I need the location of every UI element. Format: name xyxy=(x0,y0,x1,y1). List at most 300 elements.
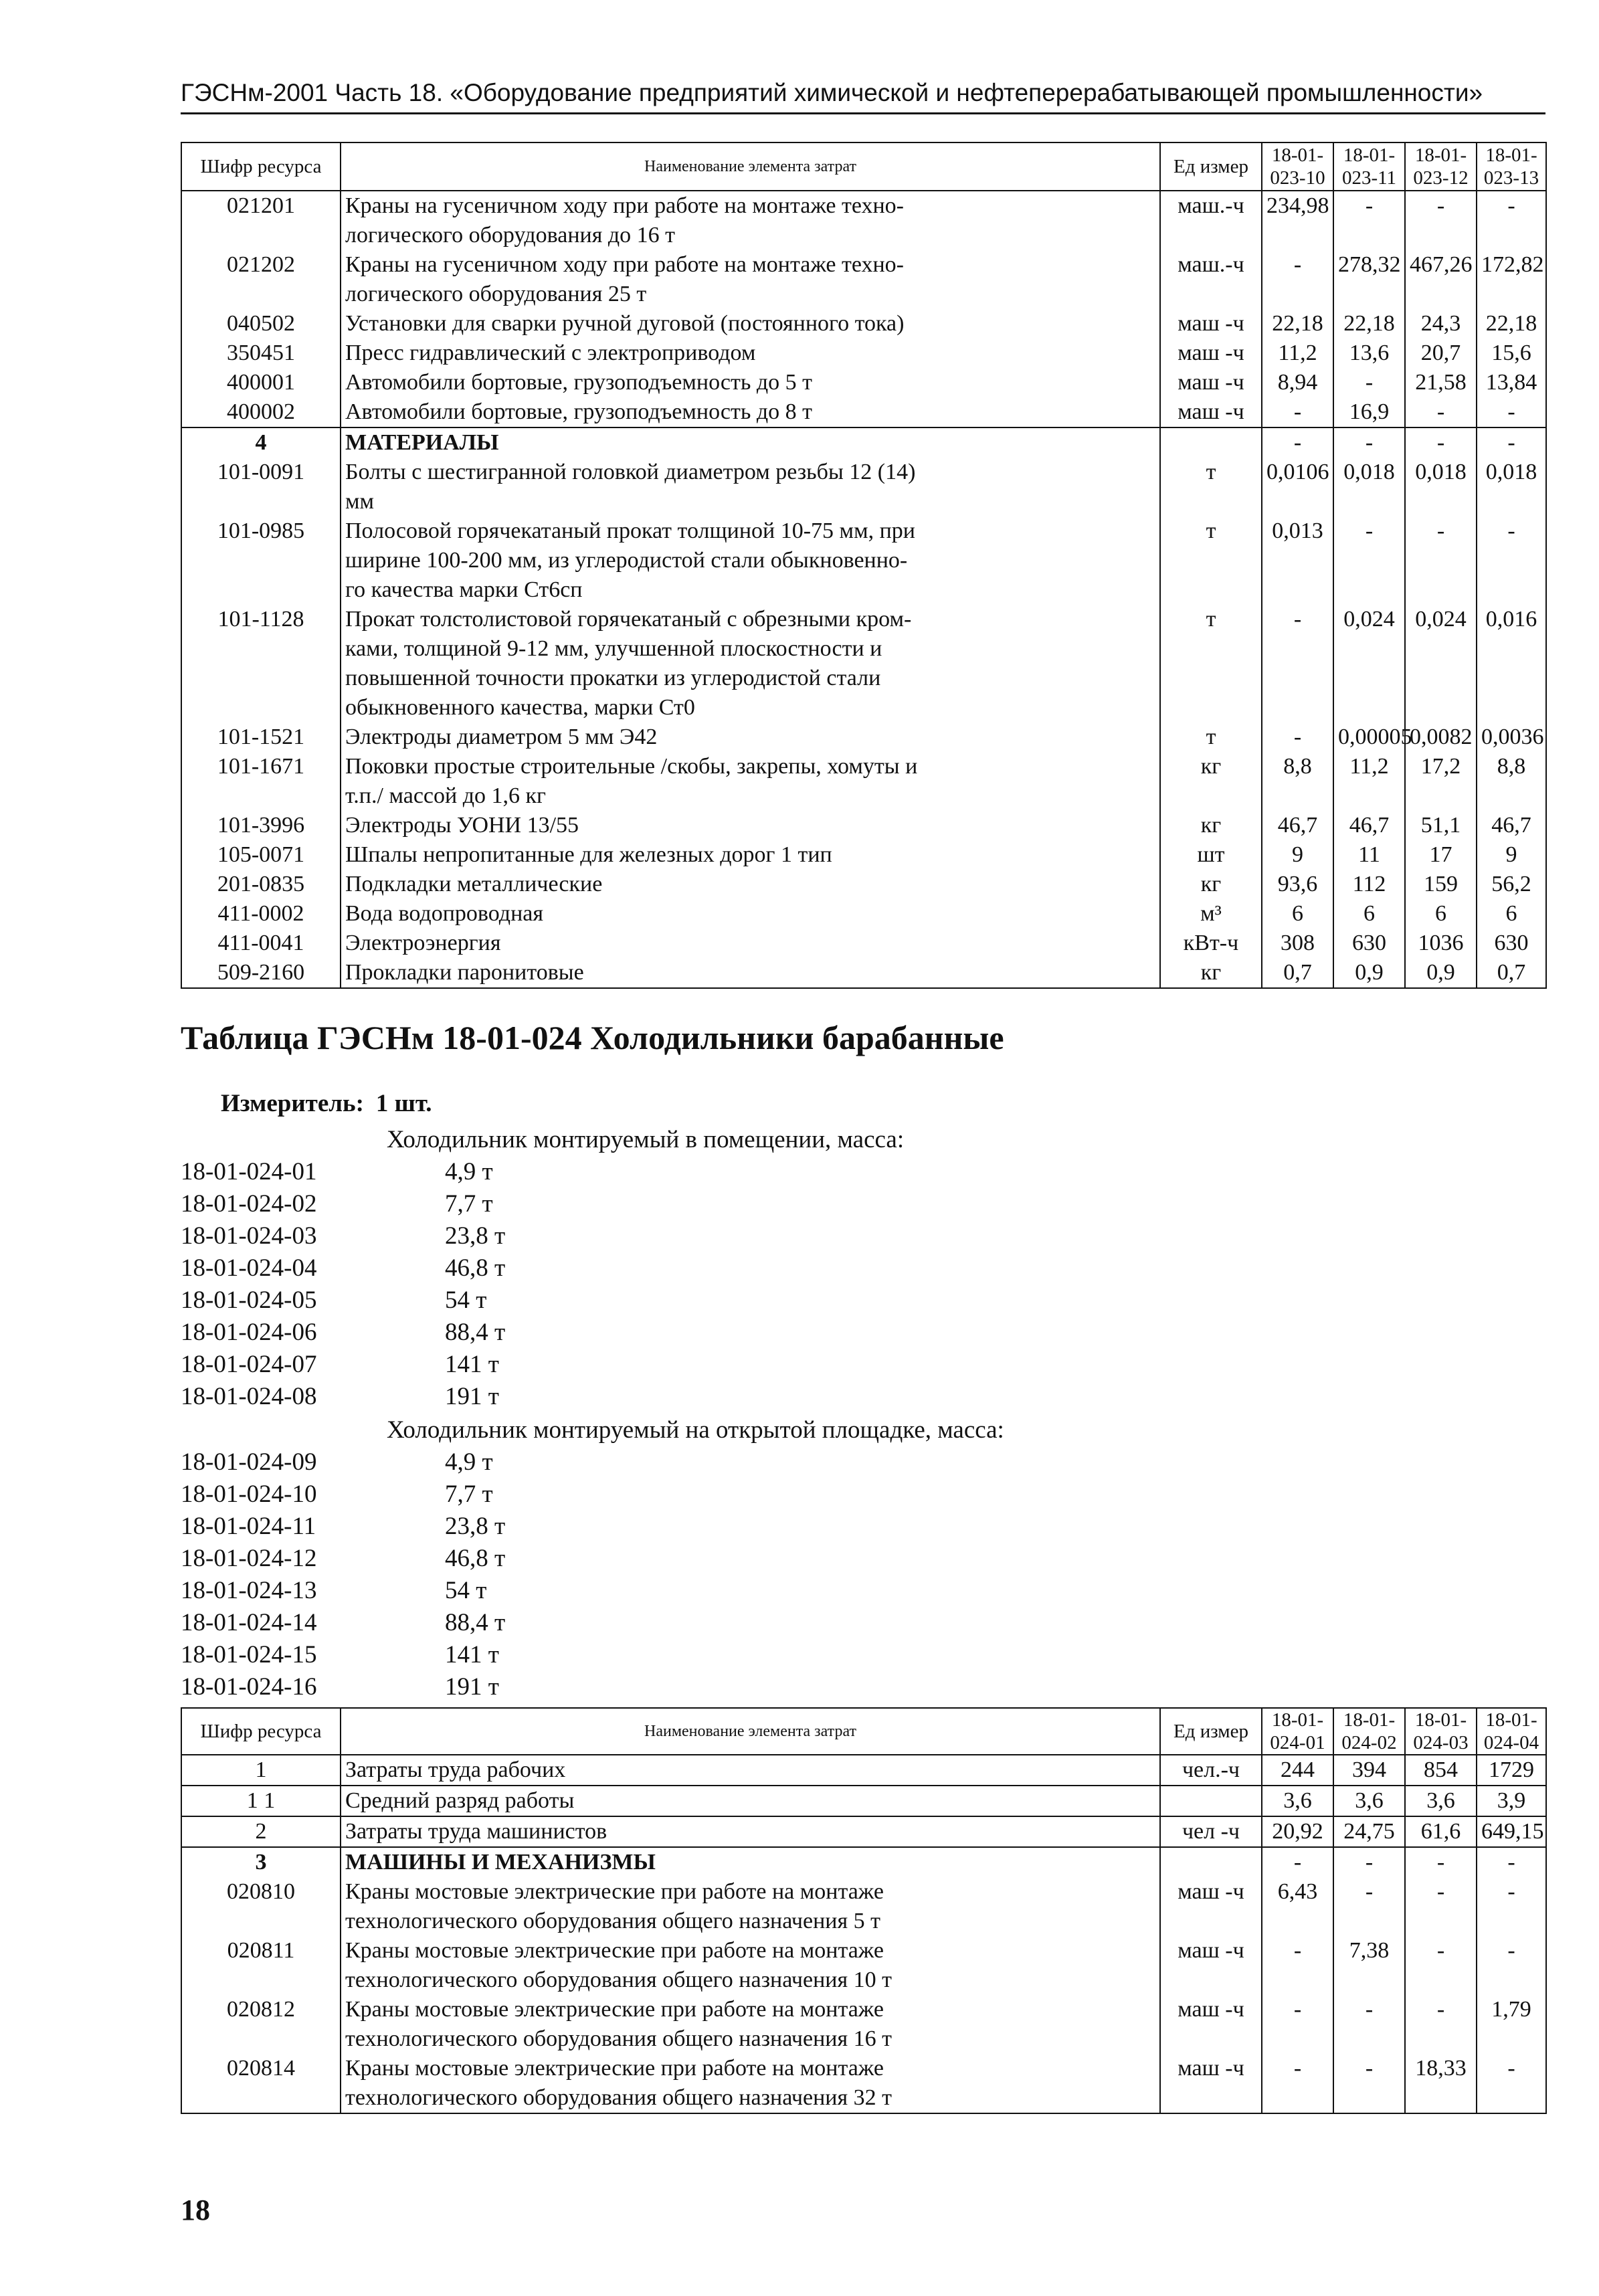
variant-row xyxy=(181,1381,505,1413)
header-col: 18-01-023-12 xyxy=(1405,142,1477,191)
resource-name xyxy=(341,1847,1160,1877)
variant-code: 18-01-024-03 xyxy=(181,1222,317,1250)
value-cell: 46,7 xyxy=(1477,811,1546,840)
value-cell: 6 xyxy=(1333,899,1405,929)
variant-row xyxy=(181,1511,505,1543)
resource-code: 509-2160 xyxy=(181,958,341,988)
variant-mass: 88,4 т xyxy=(445,1319,506,1346)
resource-name xyxy=(341,752,1160,811)
variant-mass: 54 т xyxy=(445,1286,487,1314)
value-cell: - xyxy=(1477,1847,1546,1877)
value-cell: 20,7 xyxy=(1405,339,1477,368)
measure-line xyxy=(221,1089,432,1118)
variant-code: 18-01-024-14 xyxy=(181,1609,317,1636)
table-row xyxy=(181,1847,1546,1877)
resource-code: 2 xyxy=(181,1816,341,1847)
resource-code: 400002 xyxy=(181,397,341,427)
resource-name xyxy=(341,427,1160,458)
resource-name xyxy=(341,723,1160,752)
value-cell: 15,6 xyxy=(1477,339,1546,368)
value-cell: 9 xyxy=(1477,840,1546,870)
variant-list-outdoor xyxy=(181,1446,505,1703)
value-cell: 22,18 xyxy=(1333,309,1405,339)
variant-code: 18-01-024-10 xyxy=(181,1480,317,1508)
unit-cell: чел.-ч xyxy=(1160,1755,1262,1786)
table-row xyxy=(181,427,1546,458)
value-cell: 46,7 xyxy=(1333,811,1405,840)
resource-code: 101-1128 xyxy=(181,605,341,723)
value-cell: 8,94 xyxy=(1262,368,1333,397)
unit-cell: шт xyxy=(1160,840,1262,870)
table-title: Таблица ГЭСНм 18-01-024 Холодильники барабанные xyxy=(181,1019,1004,1056)
value-cell: - xyxy=(1333,368,1405,397)
variant-row xyxy=(181,1671,505,1703)
table-row xyxy=(181,605,1546,723)
variant-mass: 23,8 т xyxy=(445,1513,506,1540)
value-cell: - xyxy=(1405,397,1477,427)
resource-name-line: Автомобили бортовые, грузоподъемность до 8 т xyxy=(345,399,813,424)
variant-mass: 46,8 т xyxy=(445,1545,506,1572)
unit-cell: маш -ч xyxy=(1160,309,1262,339)
resource-name xyxy=(341,1995,1160,2054)
value-cell: 22,18 xyxy=(1262,309,1333,339)
value-cell: 93,6 xyxy=(1262,870,1333,899)
variant-code: 18-01-024-15 xyxy=(181,1641,317,1668)
value-cell: 0,9 xyxy=(1405,958,1477,988)
resource-name-line: технологического оборудования общего назначения 10 т xyxy=(345,1968,892,1992)
unit-cell: маш -ч xyxy=(1160,1877,1262,1936)
value-cell: 0,018 xyxy=(1405,458,1477,516)
variant-list-indoor xyxy=(181,1156,505,1413)
variant-code: 18-01-024-09 xyxy=(181,1448,317,1476)
variant-code: 18-01-024-08 xyxy=(181,1383,317,1410)
table-row xyxy=(181,840,1546,870)
variant-code: 18-01-024-07 xyxy=(181,1351,317,1378)
resource-name xyxy=(341,516,1160,605)
resource-name xyxy=(341,1936,1160,1995)
value-cell: 1036 xyxy=(1405,929,1477,958)
value-cell: 308 xyxy=(1262,929,1333,958)
table-row xyxy=(181,723,1546,752)
resource-name xyxy=(341,929,1160,958)
value-cell: 0,9 xyxy=(1333,958,1405,988)
unit-cell: кг xyxy=(1160,958,1262,988)
value-cell: 11 xyxy=(1333,840,1405,870)
value-cell: - xyxy=(1262,605,1333,723)
value-cell: - xyxy=(1477,2054,1546,2113)
resource-name xyxy=(341,339,1160,368)
header-col: 18-01-024-03 xyxy=(1405,1708,1477,1755)
unit-cell xyxy=(1160,1786,1262,1816)
resource-name-line: Поковки простые строительные /скобы, закрепы, хомуты и xyxy=(345,754,918,779)
table-row xyxy=(181,2054,1546,2113)
unit-cell: маш -ч xyxy=(1160,368,1262,397)
table-row xyxy=(181,1995,1546,2054)
resource-name-line: Краны мостовые электрические при работе на монтаже xyxy=(345,1879,884,1904)
resource-name-line: Электроды диаметром 5 мм Э42 xyxy=(345,725,658,749)
table-row xyxy=(181,368,1546,397)
resource-code: 020811 xyxy=(181,1936,341,1995)
value-cell: 159 xyxy=(1405,870,1477,899)
resource-name xyxy=(341,840,1160,870)
resource-code: 4 xyxy=(181,427,341,458)
resource-name-line: логического оборудования 25 т xyxy=(345,282,647,306)
table-row xyxy=(181,397,1546,427)
variant-row xyxy=(181,1349,505,1381)
value-cell: 0,0106 xyxy=(1262,458,1333,516)
value-cell: 112 xyxy=(1333,870,1405,899)
variant-code: 18-01-024-06 xyxy=(181,1319,317,1346)
resource-name xyxy=(341,870,1160,899)
resource-name xyxy=(341,1786,1160,1816)
variant-mass: 23,8 т xyxy=(445,1222,506,1250)
value-cell: - xyxy=(1405,516,1477,605)
resource-code: 411-0041 xyxy=(181,929,341,958)
resource-name-line: Пресс гидравлический с электроприводом xyxy=(345,341,756,365)
resource-code: 020810 xyxy=(181,1877,341,1936)
value-cell: 234,98 xyxy=(1262,191,1333,250)
resource-code: 021201 xyxy=(181,191,341,250)
group-title-outdoor: Холодильник монтируемый на открытой площадке, масса: xyxy=(387,1416,1004,1444)
variant-code: 18-01-024-11 xyxy=(181,1513,316,1540)
header-code: Шифр ресурса xyxy=(181,142,341,191)
value-cell: 0,024 xyxy=(1405,605,1477,723)
table-row xyxy=(181,1786,1546,1816)
resource-name-line: Затраты труда рабочих xyxy=(345,1757,566,1782)
variant-row xyxy=(181,1446,505,1478)
value-cell: 11,2 xyxy=(1333,752,1405,811)
resource-code: 400001 xyxy=(181,368,341,397)
resource-code: 1 1 xyxy=(181,1786,341,1816)
table-row xyxy=(181,516,1546,605)
value-cell: 0,013 xyxy=(1262,516,1333,605)
resource-name-line: Краны мостовые электрические при работе на монтаже xyxy=(345,2056,884,2081)
value-cell: 244 xyxy=(1262,1755,1333,1786)
unit-cell: т xyxy=(1160,605,1262,723)
unit-cell: кг xyxy=(1160,752,1262,811)
table-row xyxy=(181,1936,1546,1995)
unit-cell: м³ xyxy=(1160,899,1262,929)
variant-row xyxy=(181,1188,505,1220)
resource-code: 101-1521 xyxy=(181,723,341,752)
value-cell: - xyxy=(1333,2054,1405,2113)
resource-code: 201-0835 xyxy=(181,870,341,899)
unit-cell: маш -ч xyxy=(1160,397,1262,427)
value-cell: 0,016 xyxy=(1477,605,1546,723)
resource-code: 1 xyxy=(181,1755,341,1786)
resource-name xyxy=(341,191,1160,250)
value-cell: 0,024 xyxy=(1333,605,1405,723)
value-cell: - xyxy=(1405,1995,1477,2054)
table-row xyxy=(181,811,1546,840)
resource-name-line: повышенной точности прокатки из углеродистой стали xyxy=(345,666,881,690)
resource-name xyxy=(341,811,1160,840)
value-cell: 854 xyxy=(1405,1755,1477,1786)
resource-name-line: Средний разряд работы xyxy=(345,1788,575,1813)
value-cell: - xyxy=(1333,1995,1405,2054)
unit-cell: маш -ч xyxy=(1160,339,1262,368)
value-cell: - xyxy=(1333,191,1405,250)
value-cell: 278,32 xyxy=(1333,250,1405,309)
value-cell: 3,9 xyxy=(1477,1786,1546,1816)
group-title-indoor: Холодильник монтируемый в помещении, масса: xyxy=(387,1126,905,1153)
unit-cell xyxy=(1160,1847,1262,1877)
unit-cell: т xyxy=(1160,723,1262,752)
value-cell: 18,33 xyxy=(1405,2054,1477,2113)
value-cell: 17,2 xyxy=(1405,752,1477,811)
variant-mass: 141 т xyxy=(445,1641,499,1668)
value-cell: - xyxy=(1262,2054,1333,2113)
resource-name xyxy=(341,1816,1160,1847)
resource-name-line: ширине 100-200 мм, из углеродистой стали обыкновенно- xyxy=(345,548,908,573)
unit-cell: чел -ч xyxy=(1160,1816,1262,1847)
resource-name-line: го качества марки Ст6сп xyxy=(345,577,583,602)
value-cell: 8,8 xyxy=(1477,752,1546,811)
value-cell: 6,43 xyxy=(1262,1877,1333,1936)
table-row xyxy=(181,752,1546,811)
variant-row xyxy=(181,1639,505,1671)
variant-code: 18-01-024-05 xyxy=(181,1286,317,1314)
table-row xyxy=(181,899,1546,929)
unit-cell: т xyxy=(1160,516,1262,605)
variant-mass: 46,8 т xyxy=(445,1254,506,1282)
resource-name-line: ками, толщиной 9-12 мм, улучшенной плоскостности и xyxy=(345,636,882,661)
value-cell: 20,92 xyxy=(1262,1816,1333,1847)
resource-name xyxy=(341,309,1160,339)
variant-row xyxy=(181,1543,505,1575)
resource-name-line: технологического оборудования общего назначения 32 т xyxy=(345,2085,892,2110)
header-col: 18-01-024-02 xyxy=(1333,1708,1405,1755)
resource-name-line: Прокат толстолистовой горячекатаный с обрезными кром- xyxy=(345,607,912,632)
table-row xyxy=(181,1816,1546,1847)
value-cell: - xyxy=(1262,723,1333,752)
value-cell: 7,38 xyxy=(1333,1936,1405,1995)
variant-mass: 7,7 т xyxy=(445,1190,493,1218)
resource-code: 101-3996 xyxy=(181,811,341,840)
resource-name-line: Краны на гусеничном ходу при работе на монтаже техно- xyxy=(345,252,905,277)
variant-code: 18-01-024-02 xyxy=(181,1190,317,1218)
unit-cell: маш.-ч xyxy=(1160,250,1262,309)
variant-mass: 4,9 т xyxy=(445,1158,493,1185)
value-cell: 649,15 xyxy=(1477,1816,1546,1847)
resource-name-line: Электроды УОНИ 13/55 xyxy=(345,813,579,838)
value-cell: 21,58 xyxy=(1405,368,1477,397)
resource-name-line: МАШИНЫ И МЕХАНИЗМЫ xyxy=(345,1850,656,1875)
variant-row xyxy=(181,1220,505,1252)
table-row xyxy=(181,870,1546,899)
value-cell: - xyxy=(1477,191,1546,250)
resource-code: 3 xyxy=(181,1847,341,1877)
value-cell: 630 xyxy=(1477,929,1546,958)
value-cell: 467,26 xyxy=(1405,250,1477,309)
value-cell: - xyxy=(1262,250,1333,309)
value-cell: - xyxy=(1333,1877,1405,1936)
resource-name xyxy=(341,2054,1160,2113)
resource-name xyxy=(341,397,1160,427)
resource-name-line: Шпалы непропитанные для железных дорог 1 тип xyxy=(345,842,832,867)
value-cell: 46,7 xyxy=(1262,811,1333,840)
resource-code: 105-0071 xyxy=(181,840,341,870)
value-cell: 3,6 xyxy=(1333,1786,1405,1816)
value-cell: 3,6 xyxy=(1262,1786,1333,1816)
unit-cell: маш.-ч xyxy=(1160,191,1262,250)
resource-name xyxy=(341,250,1160,309)
value-cell: 0,018 xyxy=(1477,458,1546,516)
value-cell: 0,00005 xyxy=(1333,723,1405,752)
resource-name-line: Установки для сварки ручной дуговой (постоянного тока) xyxy=(345,311,905,336)
variant-code: 18-01-024-13 xyxy=(181,1577,317,1604)
value-cell: 172,82 xyxy=(1477,250,1546,309)
value-cell: - xyxy=(1405,427,1477,458)
resource-name xyxy=(341,1755,1160,1786)
page-number: 18 xyxy=(181,2194,210,2226)
value-cell: - xyxy=(1262,1995,1333,2054)
variant-row xyxy=(181,1317,505,1349)
resource-name-line: т.п./ массой до 1,6 кг xyxy=(345,783,546,808)
value-cell: 1,79 xyxy=(1477,1995,1546,2054)
value-cell: 17 xyxy=(1405,840,1477,870)
value-cell: 394 xyxy=(1333,1755,1405,1786)
unit-cell: кВт-ч xyxy=(1160,929,1262,958)
value-cell: 6 xyxy=(1262,899,1333,929)
value-cell: 56,2 xyxy=(1477,870,1546,899)
resource-name xyxy=(341,958,1160,988)
resource-name xyxy=(341,899,1160,929)
resource-name-line: мм xyxy=(345,489,375,514)
variant-mass: 4,9 т xyxy=(445,1448,493,1476)
resource-code: 101-1671 xyxy=(181,752,341,811)
page-header: ГЭСНм-2001 Часть 18. «Оборудование предприятий химической и нефтеперерабатывающей промышленности» xyxy=(181,79,1545,114)
variant-row xyxy=(181,1156,505,1188)
resource-name-line: Полосовой горячекатаный прокат толщиной 10-75 мм, при xyxy=(345,518,915,543)
table-row xyxy=(181,458,1546,516)
variant-row xyxy=(181,1575,505,1607)
resource-name-line: технологического оборудования общего назначения 16 т xyxy=(345,2026,892,2051)
resource-code: 020812 xyxy=(181,1995,341,2054)
variant-mass: 7,7 т xyxy=(445,1480,493,1508)
value-cell: 24,75 xyxy=(1333,1816,1405,1847)
value-cell: 0,7 xyxy=(1262,958,1333,988)
value-cell: - xyxy=(1477,397,1546,427)
value-cell: 0,0082 xyxy=(1405,723,1477,752)
value-cell: - xyxy=(1477,1936,1546,1995)
table-row xyxy=(181,958,1546,988)
value-cell: - xyxy=(1405,191,1477,250)
value-cell: 13,6 xyxy=(1333,339,1405,368)
header-unit: Ед измер xyxy=(1160,142,1262,191)
header-unit: Ед измер xyxy=(1160,1708,1262,1755)
variant-code: 18-01-024-04 xyxy=(181,1254,317,1282)
value-cell: - xyxy=(1477,1877,1546,1936)
unit-cell xyxy=(1160,427,1262,458)
header-col: 18-01-024-01 xyxy=(1262,1708,1333,1755)
value-cell: - xyxy=(1333,427,1405,458)
value-cell: 0,018 xyxy=(1333,458,1405,516)
table-row xyxy=(181,1755,1546,1786)
resource-code: 020814 xyxy=(181,2054,341,2113)
variant-row xyxy=(181,1252,505,1284)
resource-code: 350451 xyxy=(181,339,341,368)
resource-name xyxy=(341,458,1160,516)
resource-name-line: Краны мостовые электрические при работе на монтаже xyxy=(345,1997,884,2022)
value-cell: - xyxy=(1333,1847,1405,1877)
resource-name-line: Затраты труда машинистов xyxy=(345,1819,607,1844)
value-cell: 0,7 xyxy=(1477,958,1546,988)
value-cell: - xyxy=(1262,397,1333,427)
measure-label: Измеритель: xyxy=(221,1090,364,1117)
resource-name-line: Краны на гусеничном ходу при работе на монтаже техно- xyxy=(345,193,905,218)
resource-name xyxy=(341,1877,1160,1936)
resource-table-2 xyxy=(181,1707,1547,2114)
header-col: 18-01-023-11 xyxy=(1333,142,1405,191)
value-cell: 0,0036 xyxy=(1477,723,1546,752)
value-cell: 16,9 xyxy=(1333,397,1405,427)
variant-mass: 88,4 т xyxy=(445,1609,506,1636)
resource-name-line: Автомобили бортовые, грузоподъемность до 5 т xyxy=(345,370,813,395)
unit-cell: т xyxy=(1160,458,1262,516)
value-cell: 9 xyxy=(1262,840,1333,870)
resource-code: 101-0091 xyxy=(181,458,341,516)
resource-code: 021202 xyxy=(181,250,341,309)
resource-name-line: Вода водопроводная xyxy=(345,901,543,926)
unit-cell: кг xyxy=(1160,811,1262,840)
value-cell: 1729 xyxy=(1477,1755,1546,1786)
table-row xyxy=(181,339,1546,368)
resource-name-line: МАТЕРИАЛЫ xyxy=(345,430,499,455)
variant-mass: 191 т xyxy=(445,1383,499,1410)
header-name: Наименование элемента затрат xyxy=(341,142,1160,191)
value-cell: 6 xyxy=(1477,899,1546,929)
value-cell: 22,18 xyxy=(1477,309,1546,339)
value-cell: - xyxy=(1262,427,1333,458)
variant-mass: 141 т xyxy=(445,1351,499,1378)
resource-name-line: обыкновенного качества, марки Ст0 xyxy=(345,695,695,720)
value-cell: 13,84 xyxy=(1477,368,1546,397)
resource-name-line: Болты с шестигранной головкой диаметром резьбы 12 (14) xyxy=(345,460,916,484)
unit-cell: кг xyxy=(1160,870,1262,899)
value-cell: - xyxy=(1262,1847,1333,1877)
header-col: 18-01-024-04 xyxy=(1477,1708,1546,1755)
variant-code: 18-01-024-12 xyxy=(181,1545,317,1572)
variant-code: 18-01-024-01 xyxy=(181,1158,317,1185)
resource-name xyxy=(341,605,1160,723)
variant-code: 18-01-024-16 xyxy=(181,1673,317,1701)
table-row xyxy=(181,929,1546,958)
table-row xyxy=(181,1877,1546,1936)
resource-table-1 xyxy=(181,142,1547,989)
variant-row xyxy=(181,1284,505,1317)
value-cell: 24,3 xyxy=(1405,309,1477,339)
variant-row xyxy=(181,1607,505,1639)
resource-name-line: логического оборудования до 16 т xyxy=(345,223,676,248)
resource-name xyxy=(341,368,1160,397)
measure-value: 1 шт. xyxy=(375,1090,432,1117)
unit-cell: маш -ч xyxy=(1160,2054,1262,2113)
header-name: Наименование элемента затрат xyxy=(341,1708,1160,1755)
value-cell: - xyxy=(1262,1936,1333,1995)
table-row xyxy=(181,309,1546,339)
header-col: 18-01-023-10 xyxy=(1262,142,1333,191)
resource-name-line: Прокладки паронитовые xyxy=(345,960,584,985)
header-col: 18-01-023-13 xyxy=(1477,142,1546,191)
value-cell: - xyxy=(1405,1877,1477,1936)
resource-code: 040502 xyxy=(181,309,341,339)
resource-name-line: технологического оборудования общего назначения 5 т xyxy=(345,1909,880,1933)
value-cell: 630 xyxy=(1333,929,1405,958)
value-cell: - xyxy=(1405,1936,1477,1995)
variant-mass: 191 т xyxy=(445,1673,499,1701)
value-cell: - xyxy=(1333,516,1405,605)
